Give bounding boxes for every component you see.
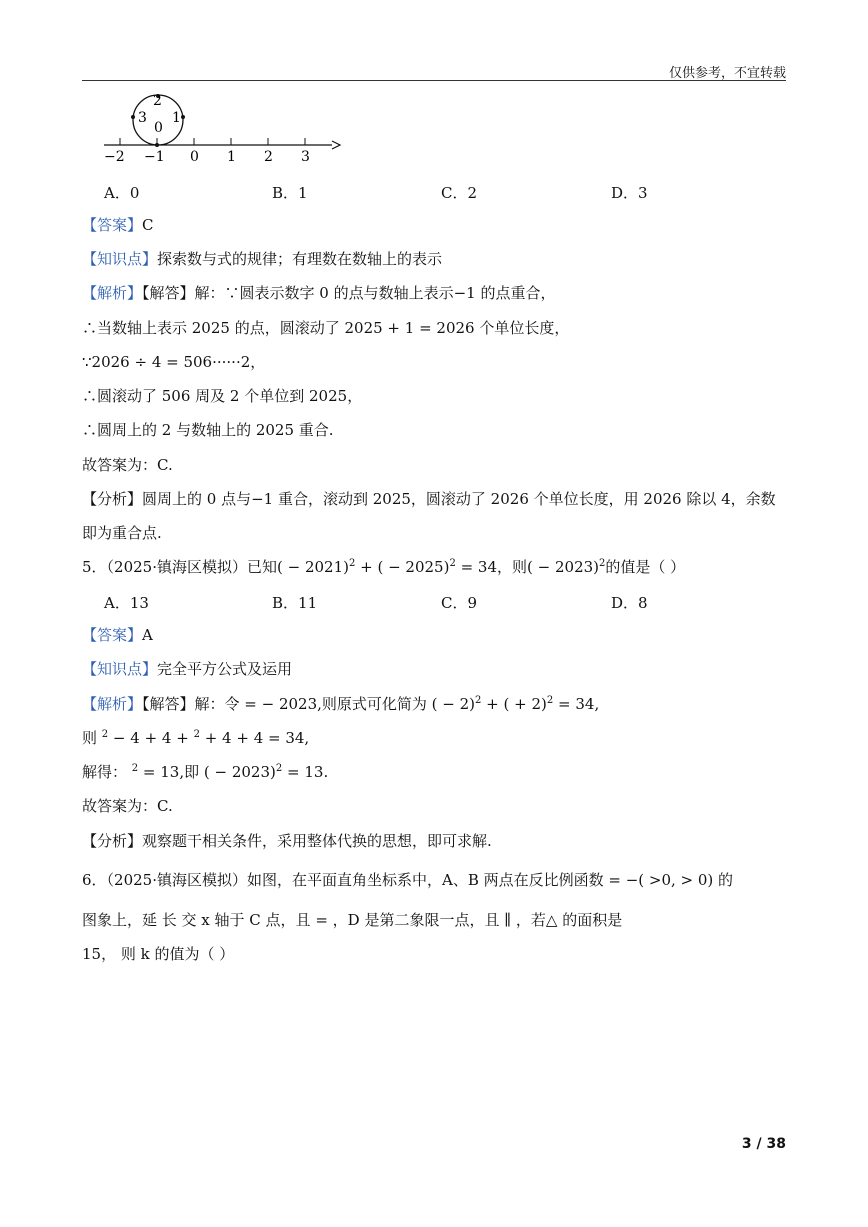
superscript: 2 [449,558,456,569]
step-part: = 13. [282,763,329,781]
header-note: 仅供参考，不宜转载 [668,66,786,81]
q5-option-d: D．8 [611,594,648,612]
q4-option-b: B．1 [272,184,308,202]
q4-step: ∵2026 ÷ 4 = 506······2， [82,353,266,371]
step-part: 解得： [82,763,132,781]
superscript: 2 [193,729,200,740]
q4-option-a: A．0 [104,184,140,202]
step-part: + 4 + 4 = 34, [199,729,310,747]
tick-label: 2 [264,149,273,165]
summary-tag: 【分析】 [82,490,143,508]
q5-stem-part: = 34，则( − 2023) [455,558,600,576]
q4-analysis-summary [82,489,776,509]
q5-option-a: A．13 [104,594,149,612]
q4-analysis-line [82,283,555,303]
q5-step: 故答案为：C. [82,797,173,815]
superscript: 2 [475,695,482,706]
superscript: 2 [599,558,606,569]
tick-label: −1 [144,149,165,165]
q5-step [82,728,309,748]
q5-analysis-summary [82,831,492,851]
tick-label: 0 [190,149,199,165]
circle-label-bottom: 0 [154,120,163,136]
q5-stem-part: + ( − 2025) [355,558,450,576]
answer-value: A [142,626,153,644]
q4-step: ∴圆周上的 2 与数轴上的 2025 重合. [82,421,334,439]
summary-text: 圆周上的 0 点与−1 重合，滚动到 2025，圆滚动了 2026 个单位长度，用 2026 除以 4，余数 [142,490,776,508]
q5-stem [82,557,685,577]
q5-option-b: B．11 [272,594,318,612]
q5-knowledge-line [82,659,292,679]
step-part: = 13,即 ( − 2023) [138,763,276,781]
q4-summary-cont: 即为重合点. [82,524,162,542]
analysis-part: + ( + 2) [481,695,547,713]
superscript: 2 [348,558,356,569]
knowledge-text: 探索数与式的规律；有理数在数轴上的表示 [157,250,443,268]
answer-tag: 【答案】 [82,216,143,234]
superscript: 2 [101,729,109,740]
number-line-figure [100,88,345,168]
answer-value: C [142,216,154,234]
summary-tag: 【分析】 [82,832,143,850]
q4-option-d: D．3 [611,184,648,202]
circle-label-right: 1 [172,110,181,126]
q6-stem-line: 图象上，延 长 交 x 轴于 C 点，且 = ，D 是第二象限一点，且 ∥ ，若△ 的面积是 [82,911,623,929]
analysis-part: = 34, [553,695,600,713]
circle-label-left: 3 [138,110,147,126]
q4-option-c: C．2 [441,184,478,202]
q4-knowledge-line [82,249,442,269]
analysis-part: 【解答】解：令 = − 2023,则原式可化简为 ( − 2) [142,695,476,713]
q5-analysis-line [82,694,599,714]
analysis-tag: 【解析】 [82,284,143,302]
circle-label-top: 2 [153,93,162,109]
step-part: 则 [82,729,102,747]
summary-text: 观察题干相关条件，采用整体代换的思想，即可求解. [142,832,492,850]
q5-stem-part: 5．（2025·镇海区模拟）已知( − 2021) [82,558,349,576]
tick-label: 1 [227,149,236,165]
q4-answer-line [82,215,154,235]
knowledge-tag: 【知识点】 [82,660,158,678]
superscript: 2 [546,695,554,706]
q5-option-c: C．9 [441,594,478,612]
q4-step: ∴圆滚动了 506 周及 2 个单位到 2025， [82,387,363,405]
q4-step: ∴当数轴上表示 2025 的点，圆滚动了 2025 + 1 = 2026 个单位长度， [82,319,570,337]
header-divider [82,80,786,81]
knowledge-text: 完全平方公式及运用 [157,660,293,678]
q6-stem-line: 15， 则 k 的值为（ ） [82,945,235,963]
q4-step: 故答案为：C. [82,456,173,474]
superscript: 2 [131,763,139,774]
q5-step [82,762,328,782]
tick-label: 3 [301,149,310,165]
q6-stem-line: 6．（2025·镇海区模拟）如图，在平面直角坐标系中，A、B 两点在反比例函数 = −( >0, > 0) 的 [82,871,734,889]
tick-label: −2 [104,149,125,165]
analysis-text: 【解答】解：∵圆表示数字 0 的点与数轴上表示−1 的点重合， [142,284,556,302]
knowledge-tag: 【知识点】 [82,250,158,268]
page-number: 3 / 38 [741,1136,786,1152]
q5-stem-part: 的值是（ ） [605,558,686,576]
answer-tag: 【答案】 [82,626,143,644]
superscript: 2 [275,763,283,774]
step-part: − 4 + 4 + [108,729,194,747]
analysis-tag: 【解析】 [82,695,143,713]
q5-answer-line [82,625,153,645]
